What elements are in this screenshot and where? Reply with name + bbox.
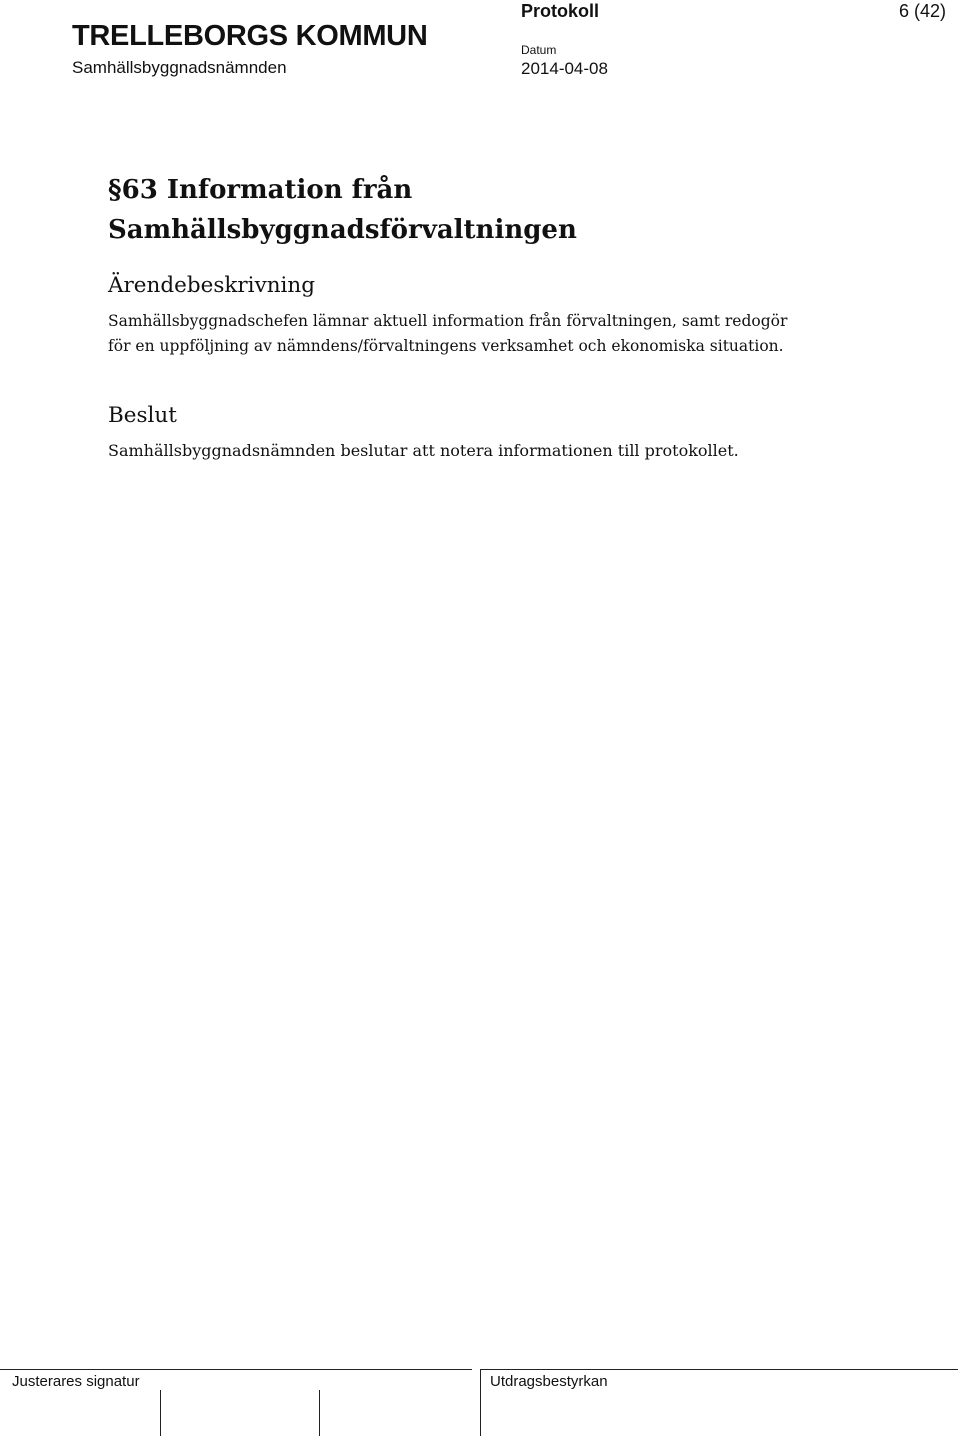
- extract-label: Utdragsbestyrkan: [490, 1373, 608, 1390]
- signature-box-divider: [160, 1390, 161, 1436]
- description-text: Samhällsbyggnadschefen lämnar aktuell information från förvaltningen, samt redogör för en uppföljning av nämndens/förvaltningens verksamhet och ekonomiska situation.: [108, 312, 788, 355]
- decision-heading: Beslut: [108, 403, 177, 428]
- department-name: Samhällsbyggnadsnämnden: [72, 58, 287, 77]
- footer-rule-right: [480, 1369, 958, 1370]
- date-value: 2014-04-08: [521, 59, 608, 78]
- signature-label: Justerares signatur: [12, 1373, 140, 1390]
- signature-box-divider: [480, 1370, 481, 1436]
- footer-rule-left: [0, 1369, 472, 1370]
- section-heading: §63 Information från Samhällsbyggnadsförvaltningen: [108, 175, 577, 245]
- date-label: Datum: [521, 43, 557, 57]
- description-heading: Ärendebeskrivning: [108, 273, 316, 298]
- signature-box-divider: [319, 1390, 320, 1436]
- page-number: 6 (42): [898, 1, 946, 21]
- organization-name: TRELLEBORGS KOMMUN: [72, 20, 428, 52]
- document-type: Protokoll: [521, 1, 600, 21]
- decision-text: Samhällsbyggnadsnämnden beslutar att notera informationen till protokollet.: [108, 441, 739, 460]
